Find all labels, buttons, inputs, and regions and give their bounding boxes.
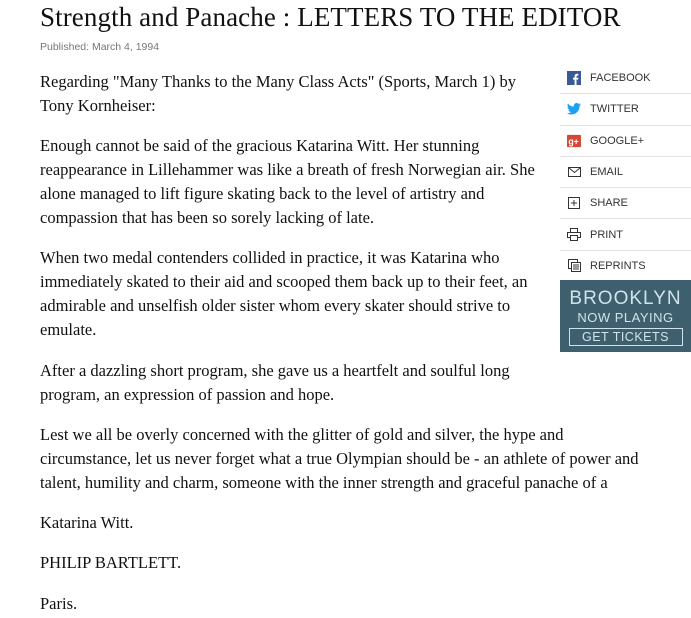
tool-label: EMAIL <box>590 166 624 179</box>
article-paragraph: When two medal contenders collided in practice, it was Katarina who immediately skated to their aid and scooped them back up to their feet, an admirable and unselfish older sister whom every skater should strive to emulate. <box>40 248 528 339</box>
svg-text:g+: g+ <box>568 136 579 147</box>
reprints-button[interactable] <box>560 251 691 281</box>
signature-name: PHILIP BARTLETT. <box>40 553 182 572</box>
article-line: talent, humility and charm, someone with the inner strength and graceful panache of a <box>40 473 608 492</box>
email-button[interactable] <box>560 157 691 188</box>
email-icon <box>567 165 581 179</box>
reprints-icon <box>567 259 581 273</box>
article-title: Strength and Panache : LETTERS TO THE EDITOR <box>40 2 621 32</box>
share-icon <box>567 196 581 210</box>
google-plus-button[interactable] <box>560 126 691 157</box>
twitter-button[interactable] <box>560 94 691 125</box>
google-plus-icon <box>567 134 581 148</box>
article-paragraph: Enough cannot be said of the gracious Katarina Witt. Her stunning reappearance in Lillehammer was like a breath of fresh Norwegian air. She alone managed to lift figure skating back to the level of artistry and compassion that has been so sorely lacking of late. <box>40 136 535 227</box>
facebook-icon <box>567 71 581 85</box>
tool-label: REPRINTS <box>590 259 646 272</box>
tool-label: PRINT <box>590 228 623 241</box>
article-line: Lest we all be overly concerned with the glitter of gold and silver, the hype and <box>40 425 564 444</box>
published-date: Published: March 4, 1994 <box>40 41 160 53</box>
ad-subheadline: NOW PLAYING <box>577 310 674 325</box>
facebook-button[interactable] <box>560 63 691 94</box>
share-tools <box>560 63 691 281</box>
article-paragraph: Regarding "Many Thanks to the Many Class Acts" (Sports, March 1) by Tony Kornheiser: <box>40 72 517 115</box>
twitter-icon <box>567 102 581 116</box>
tool-label: GOOGLE+ <box>590 134 645 147</box>
get-tickets-button[interactable]: GET TICKETS <box>569 328 683 346</box>
share-button[interactable] <box>560 188 691 219</box>
tool-label: SHARE <box>590 197 628 210</box>
tool-label: TWITTER <box>590 103 639 116</box>
print-icon <box>567 228 581 242</box>
ad-headline: BROOKLYN <box>569 288 682 309</box>
print-button[interactable] <box>560 219 691 250</box>
tool-label: FACEBOOK <box>590 72 651 85</box>
ad-banner[interactable] <box>560 280 691 352</box>
article-paragraph: After a dazzling short program, she gave us a heartfelt and soulful long program, an expression of passion and hope. <box>40 361 510 404</box>
signature-location: Paris. <box>40 594 78 613</box>
article-paragraph: Katarina Witt. <box>40 513 134 532</box>
article-line: circumstance, let us never forget what a true Olympian should be - an athlete of power and <box>40 449 639 468</box>
